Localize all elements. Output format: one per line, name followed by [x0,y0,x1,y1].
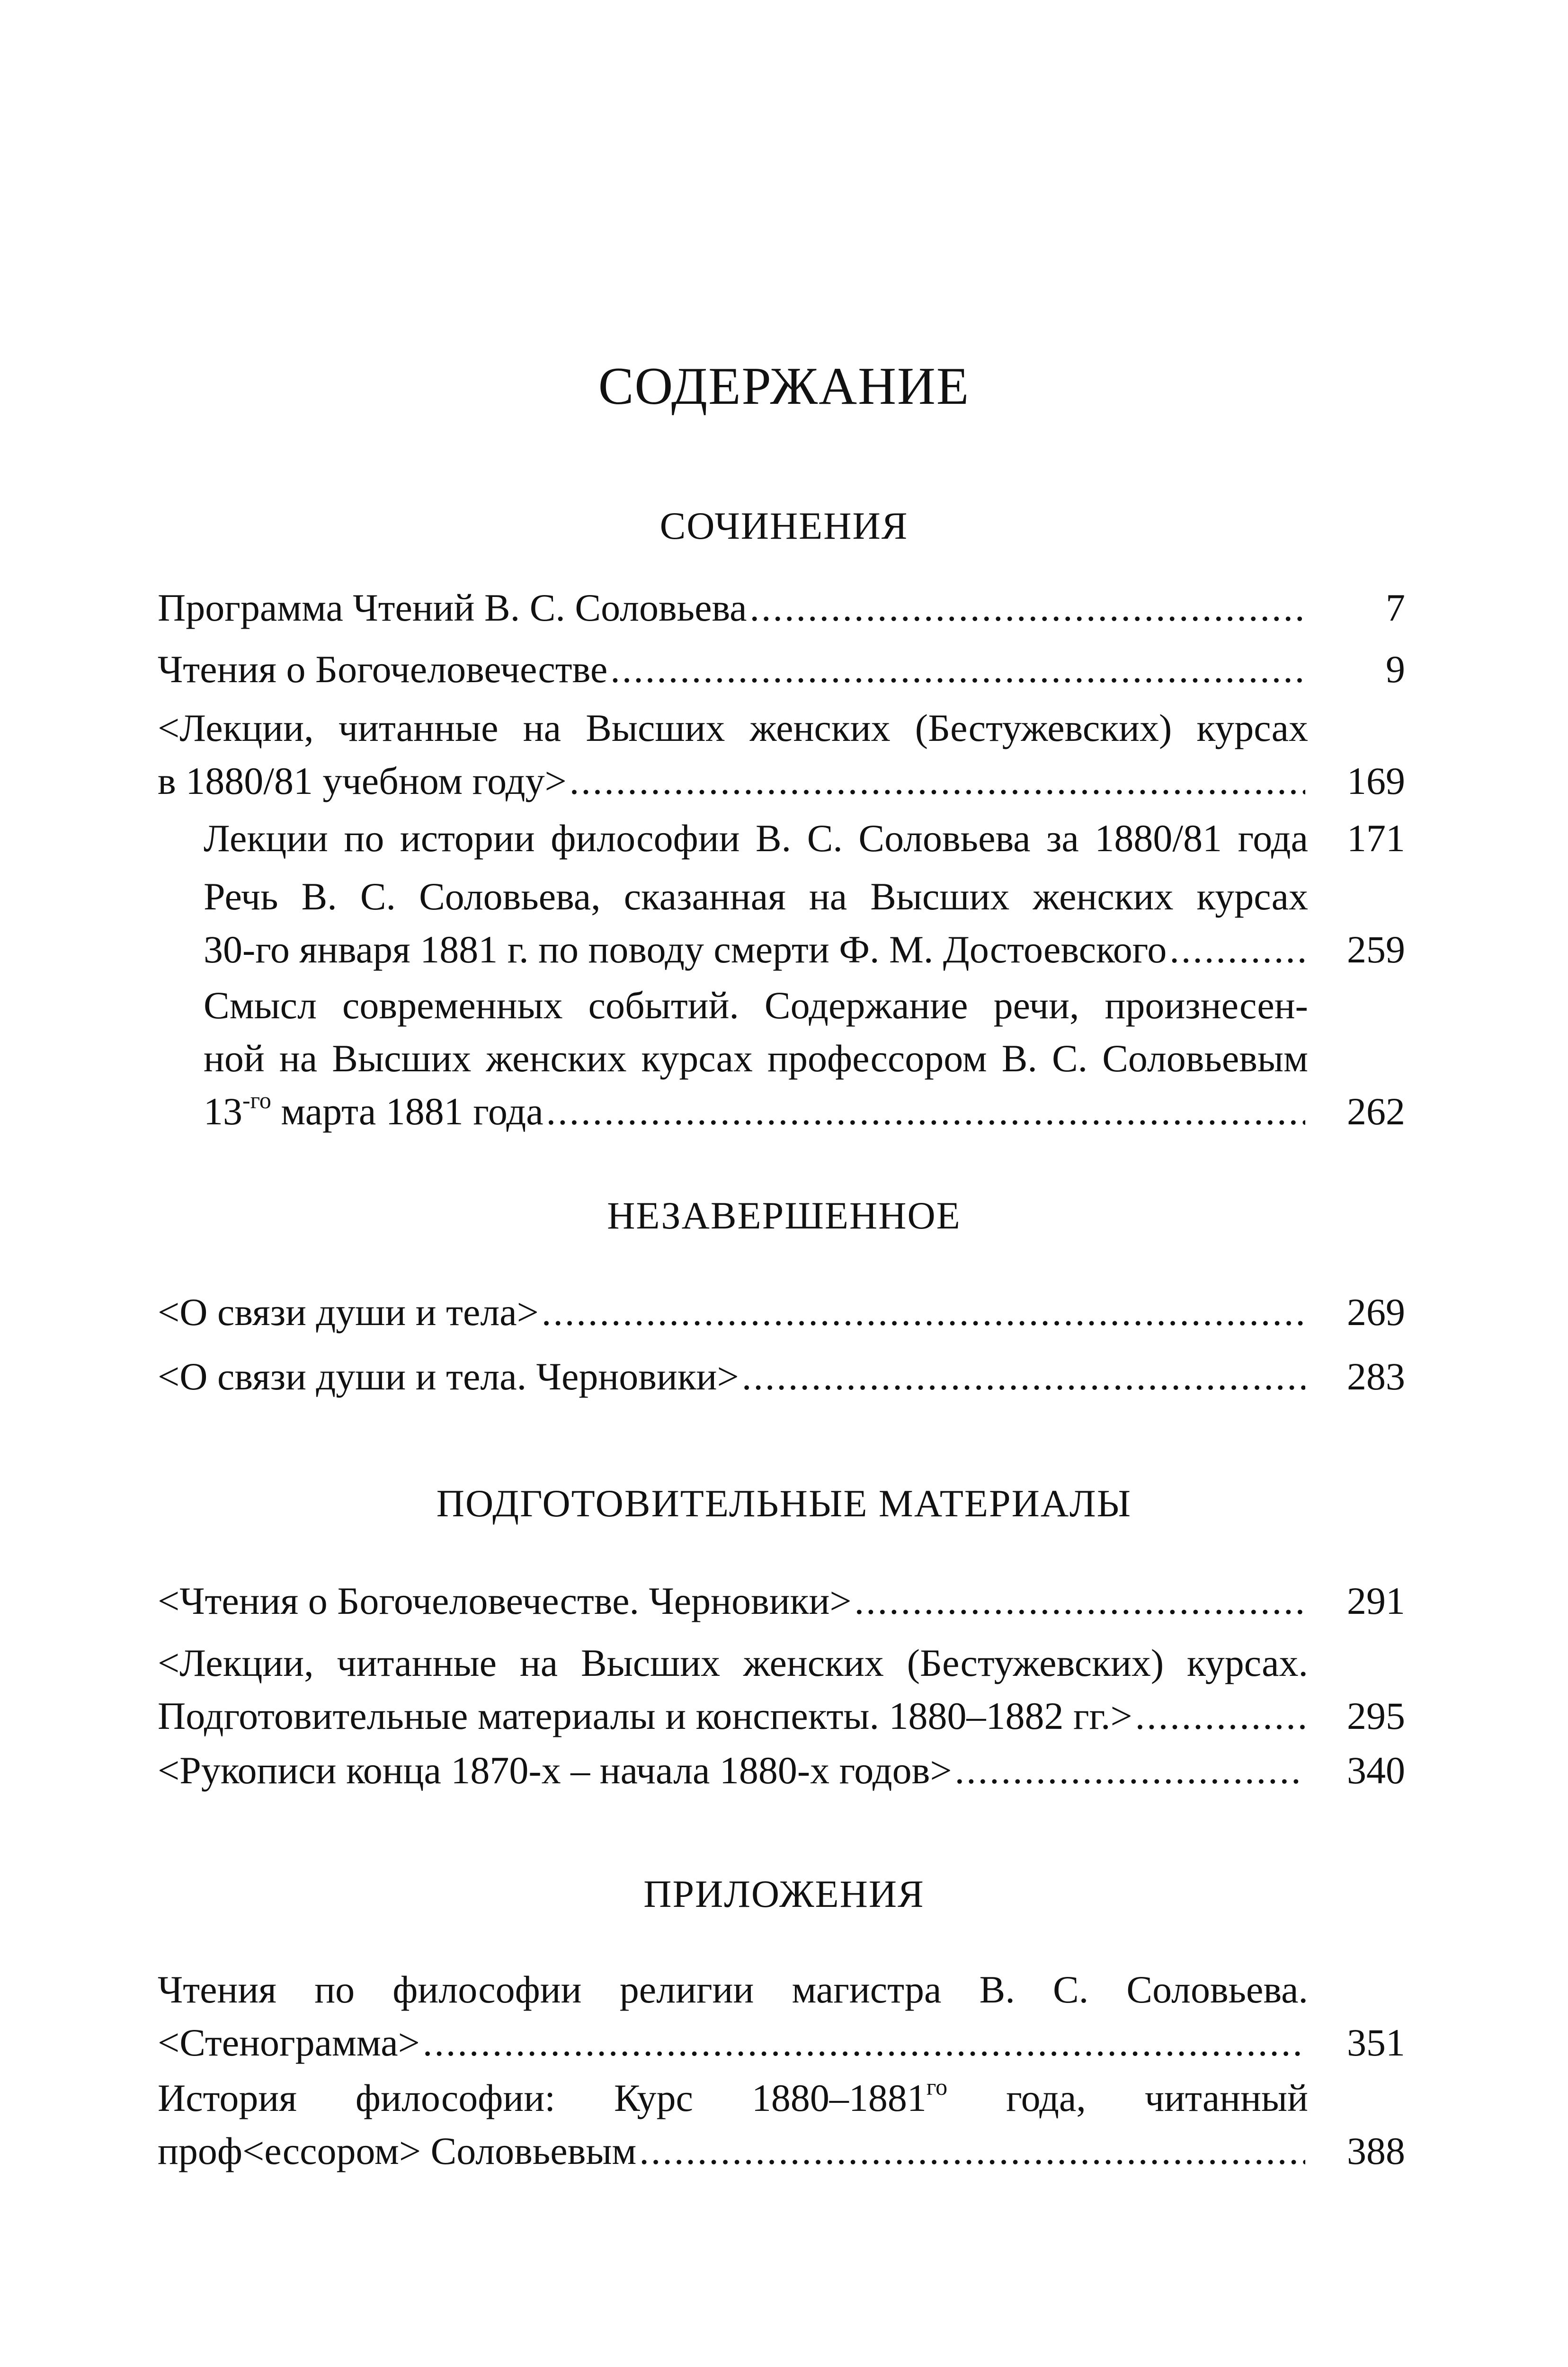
entry-line: Чтения о Богочеловечестве ..... [158,643,1308,696]
toc-entry[interactable] [158,2072,1405,2178]
entry-line: Смысл современных событий. Содержание речи, произнесен- [204,984,1308,1027]
toc-entry[interactable] [158,1575,1405,1628]
entry-line: <Рукописи конца 1870-х – начала 1880-х годов> ..... [158,1744,1308,1797]
page-number: 291 [1347,1579,1405,1622]
page-number: 7 [1386,586,1405,629]
section-heading: СОЧИНЕНИЯ [659,504,909,547]
entry-line: в 1880/81 учебном году> ..... [158,755,1308,808]
page-number: 283 [1347,1355,1405,1398]
dot-leader [1135,1690,1305,1743]
page-number: 351 [1347,2021,1405,2064]
entry-line: <О связи души и тела. Черновики> ..... [158,1350,1308,1403]
entry-line: Лекции по истории философии В. С. Соловьева за 1880/81 года [204,817,1308,860]
page-number: 9 [1386,648,1405,691]
toc-entry[interactable] [204,870,1405,976]
dot-leader [1169,923,1305,976]
dot-leader [542,1286,1305,1339]
page-number: 262 [1347,1090,1405,1133]
entry-line: проф<ессором> Соловьевым ..... [158,2125,1308,2178]
entry-line: Программа Чтений В. С. Соловьева ..... [158,581,1308,634]
toc-entry[interactable] [204,812,1405,865]
entry-line: ной на Высших женских курсах профессором В. С. Соловьевым [204,1037,1308,1080]
dot-leader [570,755,1305,808]
page-title: СОДЕРЖАНИЕ [598,357,970,416]
page-number: 259 [1347,928,1405,971]
page-number: 171 [1347,817,1405,860]
dot-leader [639,2125,1305,2178]
dot-leader [610,643,1305,696]
toc-entry[interactable] [158,1637,1405,1743]
entry-line: <О связи души и тела> ..... [158,1286,1308,1339]
toc-entry[interactable] [158,1350,1405,1403]
page-number: 269 [1347,1290,1405,1334]
toc-entry[interactable] [158,581,1405,634]
toc-entry[interactable] [158,643,1405,696]
section-heading: ПРИЛОЖЕНИЯ [643,1872,925,1915]
toc-entry[interactable] [158,702,1405,808]
entry-line: <Лекции, читанные на Высших женских (Бестужевских) курсах [158,706,1308,749]
dot-leader [423,2016,1305,2069]
entry-line: 30-го января 1881 г. по поводу смерти Ф. М. Достоевского ..... [204,923,1308,976]
section-heading: НЕЗАВЕРШЕННОЕ [607,1194,961,1237]
toc-entry[interactable] [158,1286,1405,1339]
entry-line: <Лекции, читанные на Высших женских (Бестужевских) курсах. [158,1641,1308,1684]
dot-leader [750,581,1306,634]
toc-entry[interactable] [204,979,1405,1138]
entry-line: Чтения по философии религии магистра В. С. Соловьева. [158,1968,1308,2011]
entry-line: История философии: Курс $1880-1881^{го}$ года, читанный [158,2073,1308,2119]
entry-line: <Чтения о Богочеловечестве. Черновики> ..... [158,1575,1308,1628]
toc-entry[interactable] [158,1744,1405,1797]
entry-line: <Стенограмма> ..... [158,2016,1308,2069]
toc-entry[interactable] [158,1963,1405,2069]
section-heading: ПОДГОТОВИТЕЛЬНЫЕ МАТЕРИАЛЫ [436,1482,1132,1525]
dot-leader [742,1350,1305,1403]
page-number: 388 [1347,2129,1405,2172]
page-number: 169 [1347,759,1405,802]
entry-line: Речь В. С. Соловьева, сказанная на Высших женских курсах [204,875,1308,918]
dot-leader [546,1085,1305,1138]
page-number: 295 [1347,1694,1405,1737]
entry-line: Подготовительные материалы и конспекты. 1880–1882 гг.> ..... [158,1690,1308,1743]
dot-leader [955,1744,1305,1797]
dot-leader [855,1575,1305,1628]
page-number: 340 [1347,1749,1405,1792]
entry-line: $13^{-го}$ марта 1881 года ..... [204,1085,1308,1138]
